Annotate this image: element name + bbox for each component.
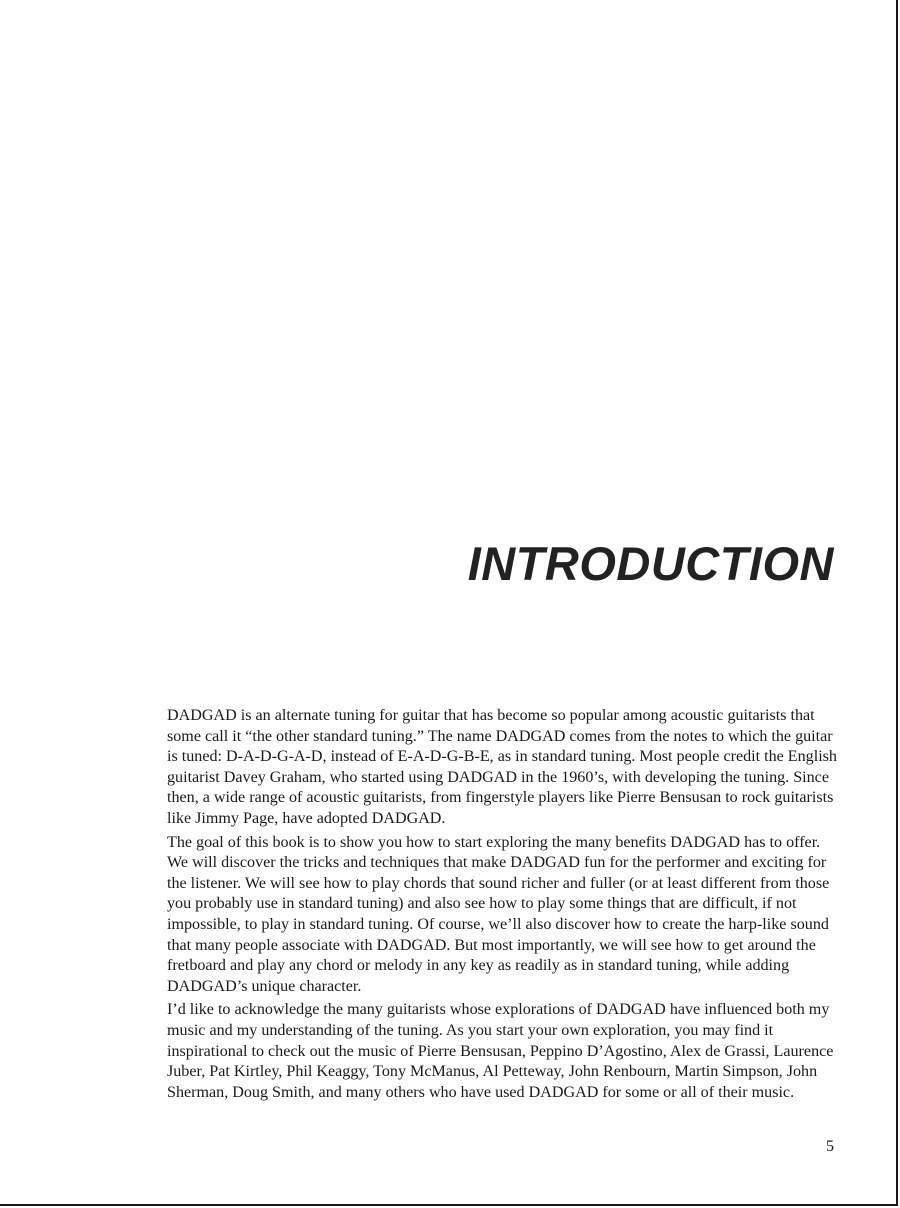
- page-number: 5: [826, 1138, 834, 1155]
- introduction-body: [167, 706, 843, 1106]
- page-title: INTRODUCTION: [467, 537, 834, 590]
- paragraph-goals: The goal of this book is to show you how to start exploring the many benefits DADGAD has to offer. We will discover the tricks and techniques that make DADGAD fun for the performer and exciting for the listener. We will see how to play chords that sound richer and fuller (or at least different from those you probably use in standard tuning) and also see how to play some things that are difficult, if not impossible, to play in standard tuning. Of course, we’ll also discover how to create the harp-like sound that many people associate with DADGAD. But most importantly, we will see how to get around the fretboard and play any chord or melody in any key as readily as in standard tuning, while adding DADGAD’s unique character.: [167, 833, 830, 995]
- paragraph-history: DADGAD is an alternate tuning for guitar that has become so popular among acoustic guitarists that some call it “the other standard tuning.” The name DADGAD comes from the notes to which the guitar is tuned: D-A-D-G-A-D, instead of E-A-D-G-B-E, as in standard tuning. Most people credit the English guitarist Davey Graham, who started using DADGAD in the 1960’s, with developing the tuning. Since then, a wide range of acoustic guitarists, from fingerstyle players like Pierre Bensusan to rock guitarists like Jimmy Page, have adopted DADGAD.: [167, 707, 837, 827]
- paragraph-acknowledgements: I’d like to acknowledge the many guitarists whose explorations of DADGAD have influenced both my music and my understanding of the tuning. As you start your own exploration, you may find it inspirational to check out the music of Pierre Bensusan, Peppino D’Agostino, Alex de Grassi, Laurence Juber, Pat Kirtley, Phil Keaggy, Tony McManus, Al Petteway, John Renbourn, Martin Simpson, John Sherman, Doug Smith, and many others who have used DADGAD for some or all of their music.: [167, 1001, 834, 1101]
